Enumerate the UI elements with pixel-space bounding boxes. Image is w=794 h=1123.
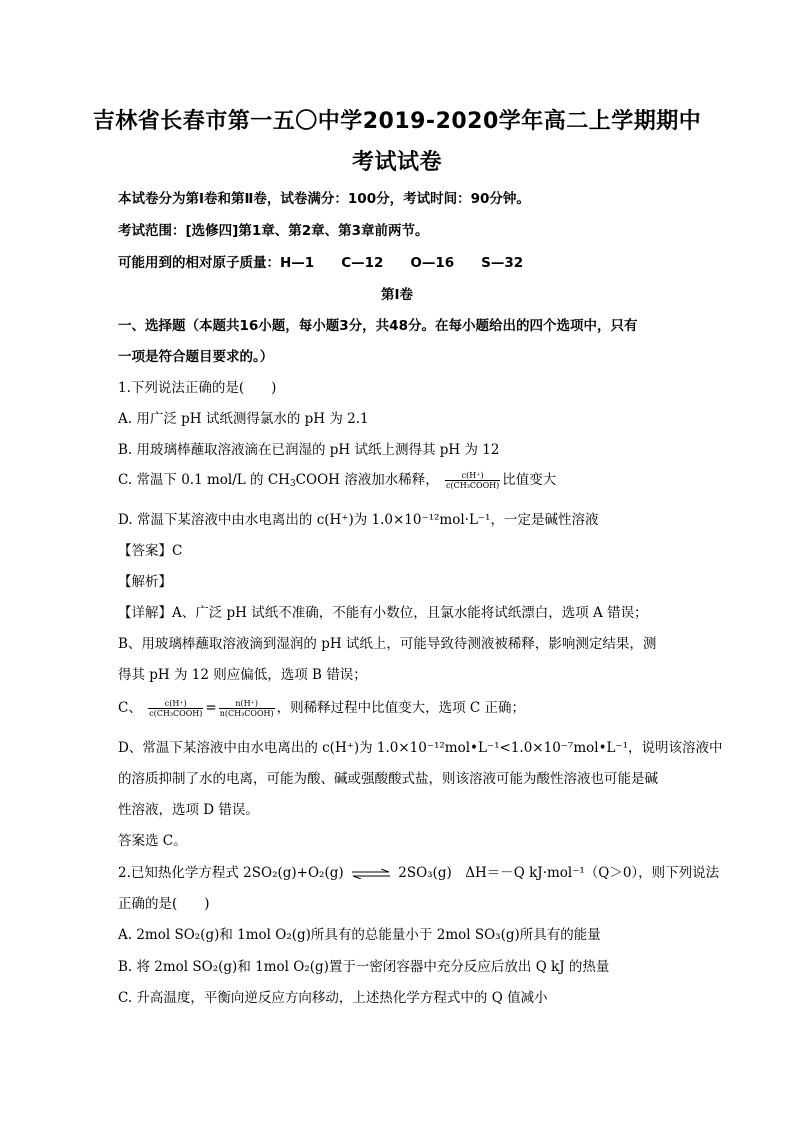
fraction-numerator: c(H⁺)	[445, 471, 500, 481]
page-title-line-2: 考试试卷	[351, 150, 442, 175]
q1-final-answer: 答案选 C。	[118, 833, 187, 849]
q1-option-c-suffix: 比值变大	[502, 472, 557, 488]
q1-detail-2: B、用玻璃棒蘸取溶液滴到湿润的 pH 试纸上，可能导致待测液被稀释，影响测定结果，测	[118, 636, 657, 652]
q1-option-d: D. 常温下某溶液中由水电离出的 c(H⁺)为 1.0×10⁻¹²mol·L⁻¹，一定是碱性溶液	[118, 512, 599, 528]
concentration-fraction	[148, 699, 203, 718]
fraction-numerator: n(H⁺)	[219, 699, 275, 709]
q1-detail-6: 的溶质抑制了水的电离，可能为酸、碱或强酸酸式盐，则该溶液可能为酸性溶液也可能是碱	[118, 771, 658, 787]
q2-stem-prefix: 2.已知热化学方程式 2SO₂(g)+O₂(g)	[118, 865, 344, 881]
q1-stem: 1.下列说法正确的是( )	[118, 380, 277, 396]
page-title-line-1: 吉林省长春市第一五〇中学2019-2020学年高二上学期期中	[92, 109, 702, 134]
equilibrium-arrow-icon	[351, 869, 391, 879]
q2-option-c: C. 升高温度，平衡向逆反应方向移动，上述热化学方程式中的 Q 值减小	[118, 990, 548, 1006]
q1-detail-1: 【详解】A、广泛 pH 试纸不准确，不能有小数位，且氯水能将试纸漂白，选项 A 错误；	[118, 605, 648, 621]
section-heading-1: 一、选择题（本题共16小题，每小题3分，共48分。在每小题给出的四个选项中，只有	[118, 318, 638, 334]
equals-sign: =	[205, 700, 217, 716]
volume-heading: 第Ⅰ卷	[380, 287, 414, 303]
q2-stem-suffix: 2SO₃(g) ΔH＝－Q kJ·mol⁻¹（Q＞0），则下列说法	[398, 865, 720, 881]
subscript-3: 3	[289, 479, 296, 489]
q1-detail-7: 性溶液，选项 D 错误。	[118, 802, 259, 818]
fraction-denominator: c(CH₃COOH)	[446, 481, 500, 490]
q2-stem-line-2: 正确的是( )	[118, 896, 210, 912]
q1-analysis-label: 【解析】	[118, 574, 172, 590]
q1-detail-4-prefix: C、	[118, 700, 142, 716]
fraction-numerator: c(H⁺)	[148, 699, 203, 709]
q2-option-b: B. 将 2mol SO₂(g)和 1mol O₂(g)置于一密闭容器中充分反应后放出 Q kJ 的热量	[118, 959, 610, 975]
q1-answer: 【答案】C	[118, 543, 183, 559]
q1-option-c-middle: COOH 溶液加水稀释，	[295, 472, 439, 488]
intro-line-3: 可能用到的相对原子质量：H—1 C—12 O—16 S—32	[118, 255, 524, 271]
q1-detail-3: 得其 pH 为 12 则应偏低，选项 B 错误；	[118, 667, 367, 683]
q2-option-a: A. 2mol SO₂(g)和 1mol O₂(g)所具有的总能量小于 2mol SO₃(g)所具有的能量	[118, 927, 601, 943]
ratio-fraction	[445, 471, 500, 490]
q1-detail-5: D、常温下某溶液中由水电离出的 c(H⁺)为 1.0×10⁻¹²mol•L⁻¹<1.0×10⁻⁷mol•L⁻¹，说明该溶液中	[118, 740, 723, 756]
q1-option-b: B. 用玻璃棒蘸取溶液滴在已润湿的 pH 试纸上测得其 pH 为 12	[118, 442, 500, 458]
mole-fraction	[219, 699, 275, 718]
q1-detail-4-suffix: ，则稀释过程中比值变大，选项 C 正确；	[276, 700, 526, 716]
q2-stem-line-1	[118, 861, 719, 881]
q1-detail-4	[118, 696, 525, 718]
fraction-denominator: c(CH₃COOH)	[149, 709, 203, 718]
intro-line-2: 考试范围：[选修四]第1章、第2章、第3章前两节。	[118, 223, 429, 239]
intro-line-1: 本试卷分为第Ⅰ卷和第Ⅱ卷，试卷满分：100分，考试时间：90分钟。	[118, 191, 530, 207]
q1-option-a: A. 用广泛 pH 试纸测得氯水的 pH 为 2.1	[118, 411, 369, 427]
q1-option-c-prefix: C. 常温下 0.1 mol/L 的 CH	[118, 472, 290, 488]
section-heading-2: 一项是符合题目要求的。）	[118, 349, 274, 365]
fraction-denominator: n(CH₃COOH)	[219, 709, 274, 718]
q1-option-c	[118, 468, 556, 490]
